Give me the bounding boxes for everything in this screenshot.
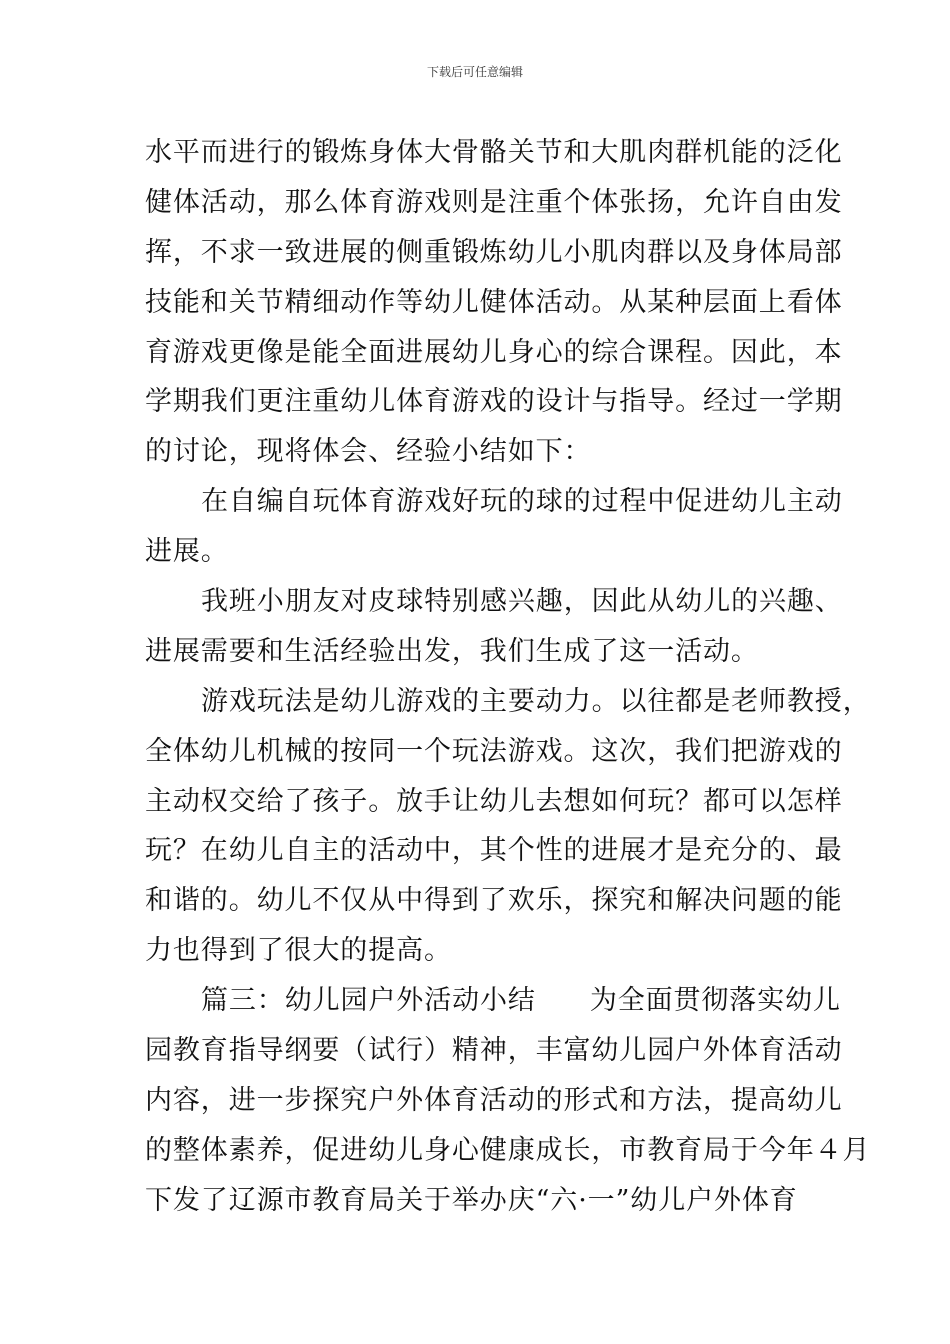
paragraph-line: 水平而进行的锻炼身体大骨骼关节和大肌肉群机能的泛化	[145, 137, 843, 168]
paragraph-line: 学期我们更注重幼儿体育游戏的设计与指导。经过一学期	[145, 386, 843, 418]
paragraph-line: 玩？在幼儿自主的活动中，其个性的进展才是充分的、最	[145, 835, 843, 867]
section-first-line-text: 为全面贯彻落实幼儿	[589, 985, 841, 1017]
paragraph-line: 健体活动，那么体育游戏则是注重个体张扬，允许自由发	[145, 186, 843, 218]
paragraph-line: 进展。	[145, 536, 229, 568]
paragraph-line: 的整体素养，促进幼儿身心健康成长，市教育局于今年４月	[145, 1134, 871, 1166]
section-heading: 篇三：幼儿园户外活动小结	[201, 985, 536, 1017]
paragraph-line: 在自编自玩体育游戏好玩的球的过程中促进幼儿主动	[201, 486, 843, 518]
paragraph-line: 技能和关节精细动作等幼儿健体活动。从某种层面上看体	[145, 286, 843, 318]
paragraph-line: 力也得到了很大的提高。	[145, 935, 452, 967]
paragraph-line: 育游戏更像是能全面进展幼儿身心的综合课程。因此，本	[145, 336, 843, 368]
page-header: 下载后可任意编辑	[426, 65, 523, 79]
section-heading-line	[145, 976, 841, 1026]
paragraph-line: 和谐的。幼儿不仅从中得到了欢乐，探究和解决问题的能	[145, 885, 843, 917]
paragraph-line: 挥，不求一致进展的侧重锻炼幼儿小肌肉群以及身体局部	[145, 236, 843, 268]
document-body	[145, 128, 871, 1226]
paragraph-line: 游戏玩法是幼儿游戏的主要动力。以往都是老师教授，	[201, 685, 871, 717]
paragraph-line: 内容，进一步探究户外体育活动的形式和方法，提高幼儿	[145, 1084, 843, 1116]
paragraph-line: 下发了辽源市教育局关于举办庆“六·一”幼儿户外体育	[145, 1184, 798, 1216]
paragraph-line: 我班小朋友对皮球特别感兴趣，因此从幼儿的兴趣、	[201, 586, 843, 618]
paragraph-line: 主动权交给了孩子。放手让幼儿去想如何玩？都可以怎样	[145, 785, 843, 817]
paragraph-line: 的讨论，现将体会、经验小结如下：	[145, 436, 592, 468]
paragraph-line: 进展需要和生活经验出发，我们生成了这一活动。	[145, 635, 759, 667]
paragraph-line: 园教育指导纲要（试行）精神，丰富幼儿园户外体育活动	[145, 1035, 843, 1067]
paragraph-line: 全体幼儿机械的按同一个玩法游戏。这次，我们把游戏的	[145, 735, 843, 767]
